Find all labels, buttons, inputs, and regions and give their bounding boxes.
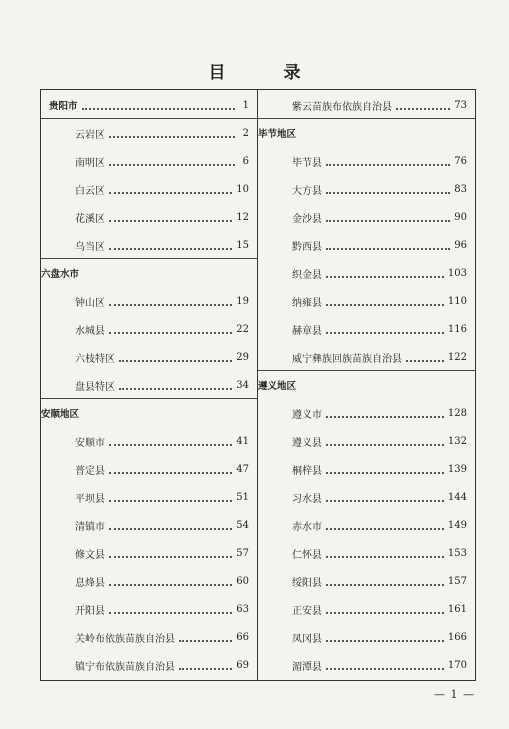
leader-dots: [326, 580, 444, 586]
toc-entry: [41, 206, 257, 228]
toc-page-number: 63: [236, 603, 249, 615]
toc-entry: [258, 458, 475, 480]
toc-page-number: 122: [447, 351, 467, 363]
leader-dots: [326, 636, 444, 642]
toc-page-number: 60: [236, 575, 249, 587]
toc-entry-name: 仁怀县: [292, 549, 322, 561]
leader-dots: [109, 188, 232, 194]
toc-entry: [41, 598, 257, 620]
toc-page-number: 157: [447, 575, 467, 587]
toc-column-right: [258, 90, 475, 680]
toc-entry: [258, 346, 475, 368]
toc-entry-name: 盘县特区: [75, 381, 115, 393]
toc-entry: [258, 598, 475, 620]
toc-entry-name: 镇宁布依族苗族自治县: [75, 661, 175, 673]
leader-dots: [326, 216, 450, 222]
toc-page-number: 116: [447, 323, 467, 335]
toc-entry-name: 正安县: [292, 605, 322, 617]
toc-entry-name: 织金县: [292, 269, 322, 281]
toc-entry-name: 赤水市: [292, 521, 322, 533]
toc-entry-name: 花溪区: [75, 213, 105, 225]
toc-entry: [258, 318, 475, 340]
toc-page-number: 6: [242, 155, 249, 167]
toc-entry-name: 乌当区: [75, 241, 105, 253]
toc-entry-name: 修文县: [75, 549, 105, 561]
toc-entry-name: 开阳县: [75, 605, 105, 617]
toc-entry: [41, 626, 257, 648]
toc-page-number: 22: [236, 323, 249, 335]
toc-page-number: 19: [236, 295, 249, 307]
toc-entry-name: 普定县: [75, 465, 105, 477]
toc-page-number: 1: [242, 99, 249, 111]
leader-dots: [326, 328, 444, 334]
toc-section-heading: [41, 94, 257, 116]
leader-dots: [326, 552, 444, 558]
toc-page-number: 170: [447, 659, 467, 671]
toc-page-number: 73: [454, 99, 467, 111]
toc-page-number: 161: [447, 603, 467, 615]
toc-entry: [258, 542, 475, 564]
toc-column-left: [41, 90, 258, 680]
toc-page-number: 66: [236, 631, 249, 643]
leader-dots: [109, 440, 232, 446]
toc-entry-name: 纳雍县: [292, 297, 322, 309]
toc-entry: [41, 570, 257, 592]
toc-entry: [258, 626, 475, 648]
toc-entry-name: 钟山区: [75, 297, 105, 309]
leader-dots: [179, 664, 232, 670]
leader-dots: [326, 244, 450, 250]
section-divider: [258, 370, 475, 371]
leader-dots: [326, 468, 444, 474]
toc-page-number: 128: [447, 407, 467, 419]
toc-page-number: 139: [447, 463, 467, 475]
toc-page-number: 96: [454, 239, 467, 251]
toc-entry-name: 紫云苗族布依族自治县: [292, 101, 392, 113]
toc-entry-name: 桐梓县: [292, 465, 322, 477]
toc-entry-name: 凤冈县: [292, 633, 322, 645]
toc-entry-name: 遵义县: [292, 437, 322, 449]
toc-entry: [41, 178, 257, 200]
toc-page-number: 144: [447, 491, 467, 503]
toc-entry: [41, 234, 257, 256]
toc-entry-name: 清镇市: [75, 521, 105, 533]
toc-page-number: 10: [236, 183, 249, 195]
toc-entry: [258, 486, 475, 508]
toc-page-number: 69: [236, 659, 249, 671]
leader-dots: [109, 300, 232, 306]
toc-entry: [258, 150, 475, 172]
leader-dots: [326, 664, 444, 670]
toc-page-number: 34: [236, 379, 249, 391]
leader-dots: [109, 552, 232, 558]
section-divider: [41, 398, 257, 399]
leader-dots: [109, 496, 232, 502]
toc-page-number: 47: [236, 463, 249, 475]
toc-page-number: 2: [242, 127, 249, 139]
toc-entry-name: 湄潭县: [292, 661, 322, 673]
leader-dots: [326, 496, 444, 502]
toc-entry-name: 毕节地区: [258, 129, 297, 140]
leader-dots: [109, 468, 232, 474]
page-number: — 1 —: [434, 688, 475, 701]
toc-entry: [258, 206, 475, 228]
toc-entry-name: 黔西县: [292, 241, 322, 253]
toc-entry-name: 遵义市: [292, 409, 322, 421]
leader-dots: [326, 272, 444, 278]
toc-entry-name: 贵阳市: [49, 101, 78, 112]
toc-entry-name: 息烽县: [75, 577, 105, 589]
toc-entry-name: 六盘水市: [41, 269, 80, 280]
toc-page-number: 76: [454, 155, 467, 167]
toc-entry: [258, 262, 475, 284]
toc-entry: [41, 542, 257, 564]
leader-dots: [326, 608, 444, 614]
toc-entry: [41, 318, 257, 340]
toc-entry-name: 遵义地区: [258, 381, 297, 392]
toc-entry-name: 云岩区: [75, 129, 105, 141]
toc-entry-name: 安顺地区: [41, 409, 80, 420]
toc-entry: [258, 570, 475, 592]
toc-table: [40, 89, 476, 681]
toc-entry: [258, 514, 475, 536]
toc-page-number: 153: [447, 547, 467, 559]
toc-entry: [41, 346, 257, 368]
toc-entry: [258, 402, 475, 424]
toc-entry: [258, 178, 475, 200]
toc-section-heading: [41, 262, 257, 284]
leader-dots: [326, 440, 444, 446]
leader-dots: [109, 328, 232, 334]
toc-entry: [258, 234, 475, 256]
page-title: 目 录: [208, 63, 327, 83]
toc-entry-name: 南明区: [75, 157, 105, 169]
toc-page-number: 41: [236, 435, 249, 447]
toc-entry-name: 安顺市: [75, 437, 105, 449]
leader-dots: [119, 384, 232, 390]
toc-page-number: 15: [236, 239, 249, 251]
toc-entry: [41, 430, 257, 452]
toc-page-number: 29: [236, 351, 249, 363]
toc-entry-name: 水城县: [75, 325, 105, 337]
toc-entry-name: 习水县: [292, 493, 322, 505]
toc-section-heading: [258, 374, 475, 396]
toc-entry: [41, 458, 257, 480]
toc-page-number: 51: [236, 491, 249, 503]
toc-entry: [41, 514, 257, 536]
toc-entry-name: 威宁彝族回族苗族自治县: [292, 353, 402, 365]
toc-page-number: 54: [236, 519, 249, 531]
toc-entry-name: 六枝特区: [75, 353, 115, 365]
toc-entry: [258, 94, 475, 116]
toc-page-number: 110: [447, 295, 467, 307]
toc-page-number: 57: [236, 547, 249, 559]
toc-page-number: 12: [236, 211, 249, 223]
leader-dots: [109, 216, 232, 222]
toc-entry: [41, 122, 257, 144]
toc-entry: [258, 290, 475, 312]
toc-page-number: 103: [447, 267, 467, 279]
leader-dots: [109, 608, 232, 614]
toc-entry-name: 平坝县: [75, 493, 105, 505]
leader-dots: [326, 188, 450, 194]
toc-section-heading: [258, 122, 475, 144]
toc-entry: [258, 654, 475, 676]
leader-dots: [109, 580, 232, 586]
section-divider: [258, 118, 475, 119]
leader-dots: [396, 104, 450, 110]
toc-entry: [258, 430, 475, 452]
toc-entry-name: 金沙县: [292, 213, 322, 225]
leader-dots: [326, 412, 444, 418]
toc-entry: [41, 486, 257, 508]
leader-dots: [406, 356, 444, 362]
leader-dots: [109, 524, 232, 530]
leader-dots: [82, 104, 235, 110]
toc-page-number: 132: [447, 435, 467, 447]
leader-dots: [179, 636, 232, 642]
toc-entry: [41, 290, 257, 312]
toc-entry-name: 绥阳县: [292, 577, 322, 589]
toc-page-number: 83: [454, 183, 467, 195]
leader-dots: [119, 356, 232, 362]
section-divider: [41, 118, 257, 119]
leader-dots: [326, 524, 444, 530]
toc-page-number: 90: [454, 211, 467, 223]
leader-dots: [109, 244, 232, 250]
section-divider: [41, 258, 257, 259]
toc-entry-name: 大方县: [292, 185, 322, 197]
toc-entry: [41, 150, 257, 172]
leader-dots: [326, 300, 444, 306]
leader-dots: [326, 160, 450, 166]
toc-entry: [41, 374, 257, 396]
toc-page-number: 166: [447, 631, 467, 643]
toc-entry: [41, 654, 257, 676]
toc-entry-name: 赫章县: [292, 325, 322, 337]
toc-entry-name: 毕节县: [292, 157, 322, 169]
toc-entry-name: 白云区: [75, 185, 105, 197]
toc-section-heading: [41, 402, 257, 424]
leader-dots: [109, 132, 235, 138]
leader-dots: [109, 160, 235, 166]
toc-page-number: 149: [447, 519, 467, 531]
toc-entry-name: 关岭布依族苗族自治县: [75, 633, 175, 645]
